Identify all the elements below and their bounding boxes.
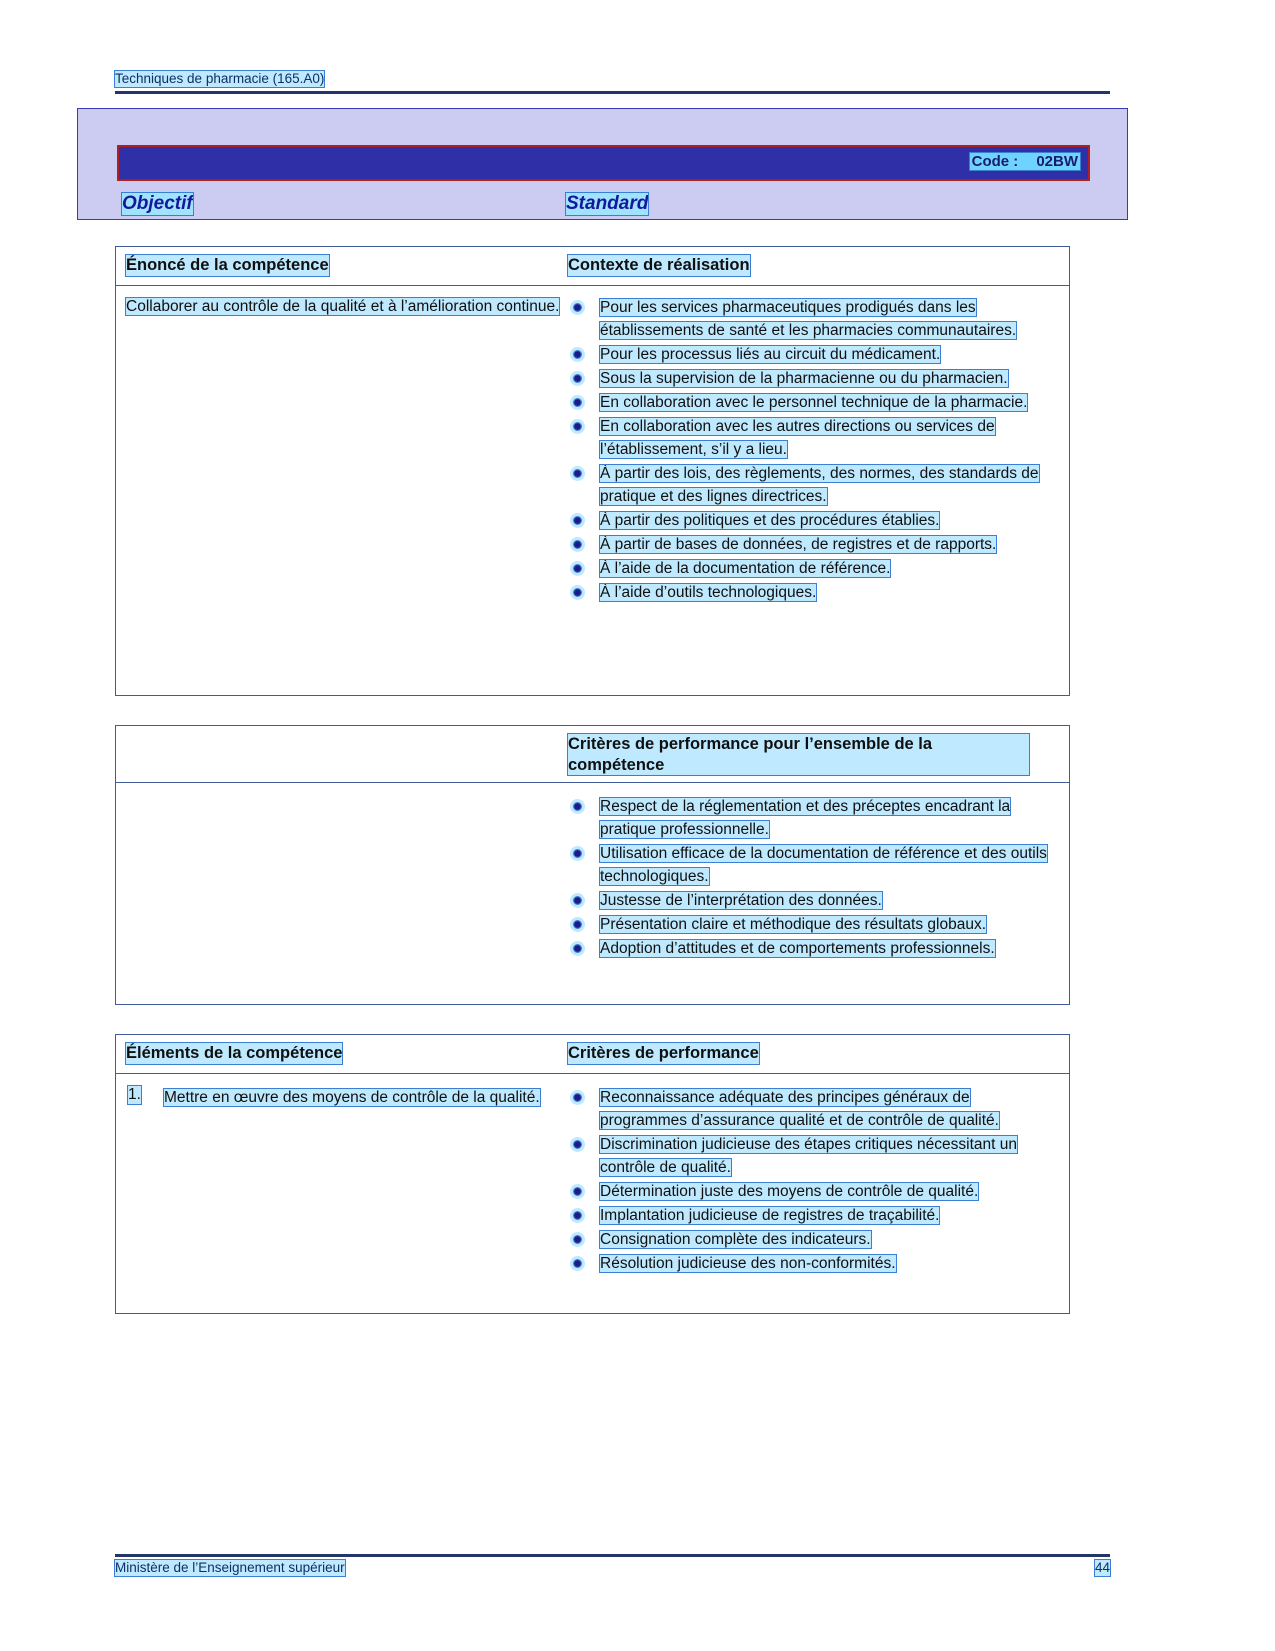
banner-code-bar	[117, 145, 1090, 181]
code-value: 02BW	[1036, 153, 1078, 170]
standard-label: Standard	[566, 193, 649, 214]
header-program-title: Techniques de pharmacie (165.A0)	[115, 71, 325, 86]
list-item: À l’aide de la documentation de référence.	[556, 557, 1055, 580]
list-item: Respect de la réglementation et des préceptes encadrant la pratique professionnelle.	[556, 795, 1055, 841]
bullet-icon	[574, 897, 581, 904]
bullet-icon	[574, 945, 581, 952]
code-label: Code :	[971, 153, 1019, 170]
bullet-icon	[574, 1236, 581, 1243]
cell-global-criteria-list	[556, 783, 1069, 961]
list-item: Pour les services pharmaceutiques prodigués dans les établissements de santé et les pharmacies communautaires.	[556, 296, 1055, 342]
bullet-icon	[574, 1188, 581, 1195]
element-number: 1.	[128, 1086, 141, 1103]
bullet-icon	[574, 423, 581, 430]
bullet-icon	[574, 1141, 581, 1148]
cell-element-criteria-list	[556, 1074, 1069, 1276]
bullet-icon	[574, 1212, 581, 1219]
footer-page-number: 44	[1094, 1560, 1110, 1575]
competency-statement-text: Collaborer au contrôle de la qualité et à l’amélioration continue.	[126, 298, 560, 315]
list-item: Pour les processus liés au circuit du médicament.	[556, 343, 1055, 366]
bullet-icon	[574, 375, 581, 382]
bullet-icon	[574, 541, 581, 548]
element-criteria-bullet-list	[556, 1086, 1055, 1275]
bullet-icon	[574, 399, 581, 406]
objectif-label: Objectif	[122, 193, 193, 214]
header-divider	[115, 91, 1110, 94]
list-item: Résolution judicieuse des non-conformités.	[556, 1252, 1055, 1275]
competency-elements-table	[115, 1034, 1070, 1314]
cell-element-1	[116, 1074, 570, 1326]
table-body-row	[116, 783, 1069, 1005]
cell-context-list	[556, 286, 1069, 605]
elements-header-label: Éléments de la compétence	[126, 1044, 343, 1062]
bullet-icon	[574, 850, 581, 857]
footer-ministry-label: Ministère de l’Enseignement supérieur	[115, 1560, 345, 1575]
enonce-header-label: Énoncé de la compétence	[126, 256, 329, 274]
footer-divider	[115, 1554, 1110, 1557]
header-cell-criteria	[556, 1035, 1069, 1064]
page-footer	[115, 1560, 1110, 1582]
element-text: Mettre en œuvre des moyens de contrôle de la qualité.	[164, 1089, 540, 1106]
bullet-icon	[574, 803, 581, 810]
banner-labels	[122, 193, 1082, 217]
list-item: En collaboration avec le personnel technique de la pharmacie.	[556, 391, 1055, 414]
list-item: Implantation judicieuse de registres de traçabilité.	[556, 1204, 1055, 1227]
list-item: Justesse de l’interprétation des données.	[556, 889, 1055, 912]
objective-standard-banner	[77, 108, 1128, 220]
list-item: À partir des lois, des règlements, des normes, des standards de pratique et des lignes directrices.	[556, 462, 1055, 508]
global-criteria-bullet-list	[556, 795, 1055, 960]
element-text-wrapper	[164, 1086, 548, 1109]
list-item: Sous la supervision de la pharmacienne ou du pharmacien.	[556, 367, 1055, 390]
list-item: À partir des politiques et des procédures établies.	[556, 509, 1055, 532]
bullet-icon	[574, 351, 581, 358]
header-cell-enonce	[116, 247, 566, 276]
table-body-row	[116, 1074, 1069, 1314]
list-item: Présentation claire et méthodique des résultats globaux.	[556, 913, 1055, 936]
contexte-header-label: Contexte de réalisation	[568, 256, 750, 274]
table-header-row	[116, 726, 1069, 783]
list-item: En collaboration avec les autres directions ou services de l’établissement, s’il y a lieu.	[556, 415, 1055, 461]
bullet-icon	[574, 1260, 581, 1267]
list-item: Consignation complète des indicateurs.	[556, 1228, 1055, 1251]
criteria-header-label: Critères de performance	[568, 1044, 759, 1062]
list-item: Adoption d’attitudes et de comportements professionnels.	[556, 937, 1055, 960]
competency-statement-table	[115, 246, 1070, 696]
header-cell-elements	[116, 1035, 566, 1064]
bullet-icon	[574, 1094, 581, 1101]
bullet-icon	[574, 304, 581, 311]
global-criteria-table	[115, 725, 1070, 1005]
bullet-icon	[574, 921, 581, 928]
bullet-icon	[574, 589, 581, 596]
competency-code	[970, 153, 1080, 170]
list-item: Reconnaissance adéquate des principes généraux de programmes d’assurance qualité et de contrôle de qualité.	[556, 1086, 1055, 1132]
bullet-icon	[574, 565, 581, 572]
context-bullet-list	[556, 296, 1055, 604]
cell-competency-statement	[116, 286, 580, 316]
bullet-icon	[574, 517, 581, 524]
list-item: Utilisation efficace de la documentation de référence et des outils technologiques.	[556, 842, 1055, 888]
page-header	[115, 70, 1110, 88]
table-header-row	[116, 247, 1069, 286]
table-body-row	[116, 286, 1069, 696]
list-item: Détermination juste des moyens de contrôle de qualité.	[556, 1180, 1055, 1203]
table-header-row	[116, 1035, 1069, 1074]
header-cell-contexte	[556, 247, 1069, 276]
list-item: Discrimination judicieuse des étapes critiques nécessitant un contrôle de qualité.	[556, 1133, 1055, 1179]
list-item: À l’aide d’outils technologiques.	[556, 581, 1055, 604]
global-criteria-header-label: Critères de performance pour l’ensemble de la compétence	[568, 734, 1029, 775]
bullet-icon	[574, 470, 581, 477]
header-cell-global-criteria	[556, 726, 1069, 775]
list-item: À partir de bases de données, de registres et de rapports.	[556, 533, 1055, 556]
